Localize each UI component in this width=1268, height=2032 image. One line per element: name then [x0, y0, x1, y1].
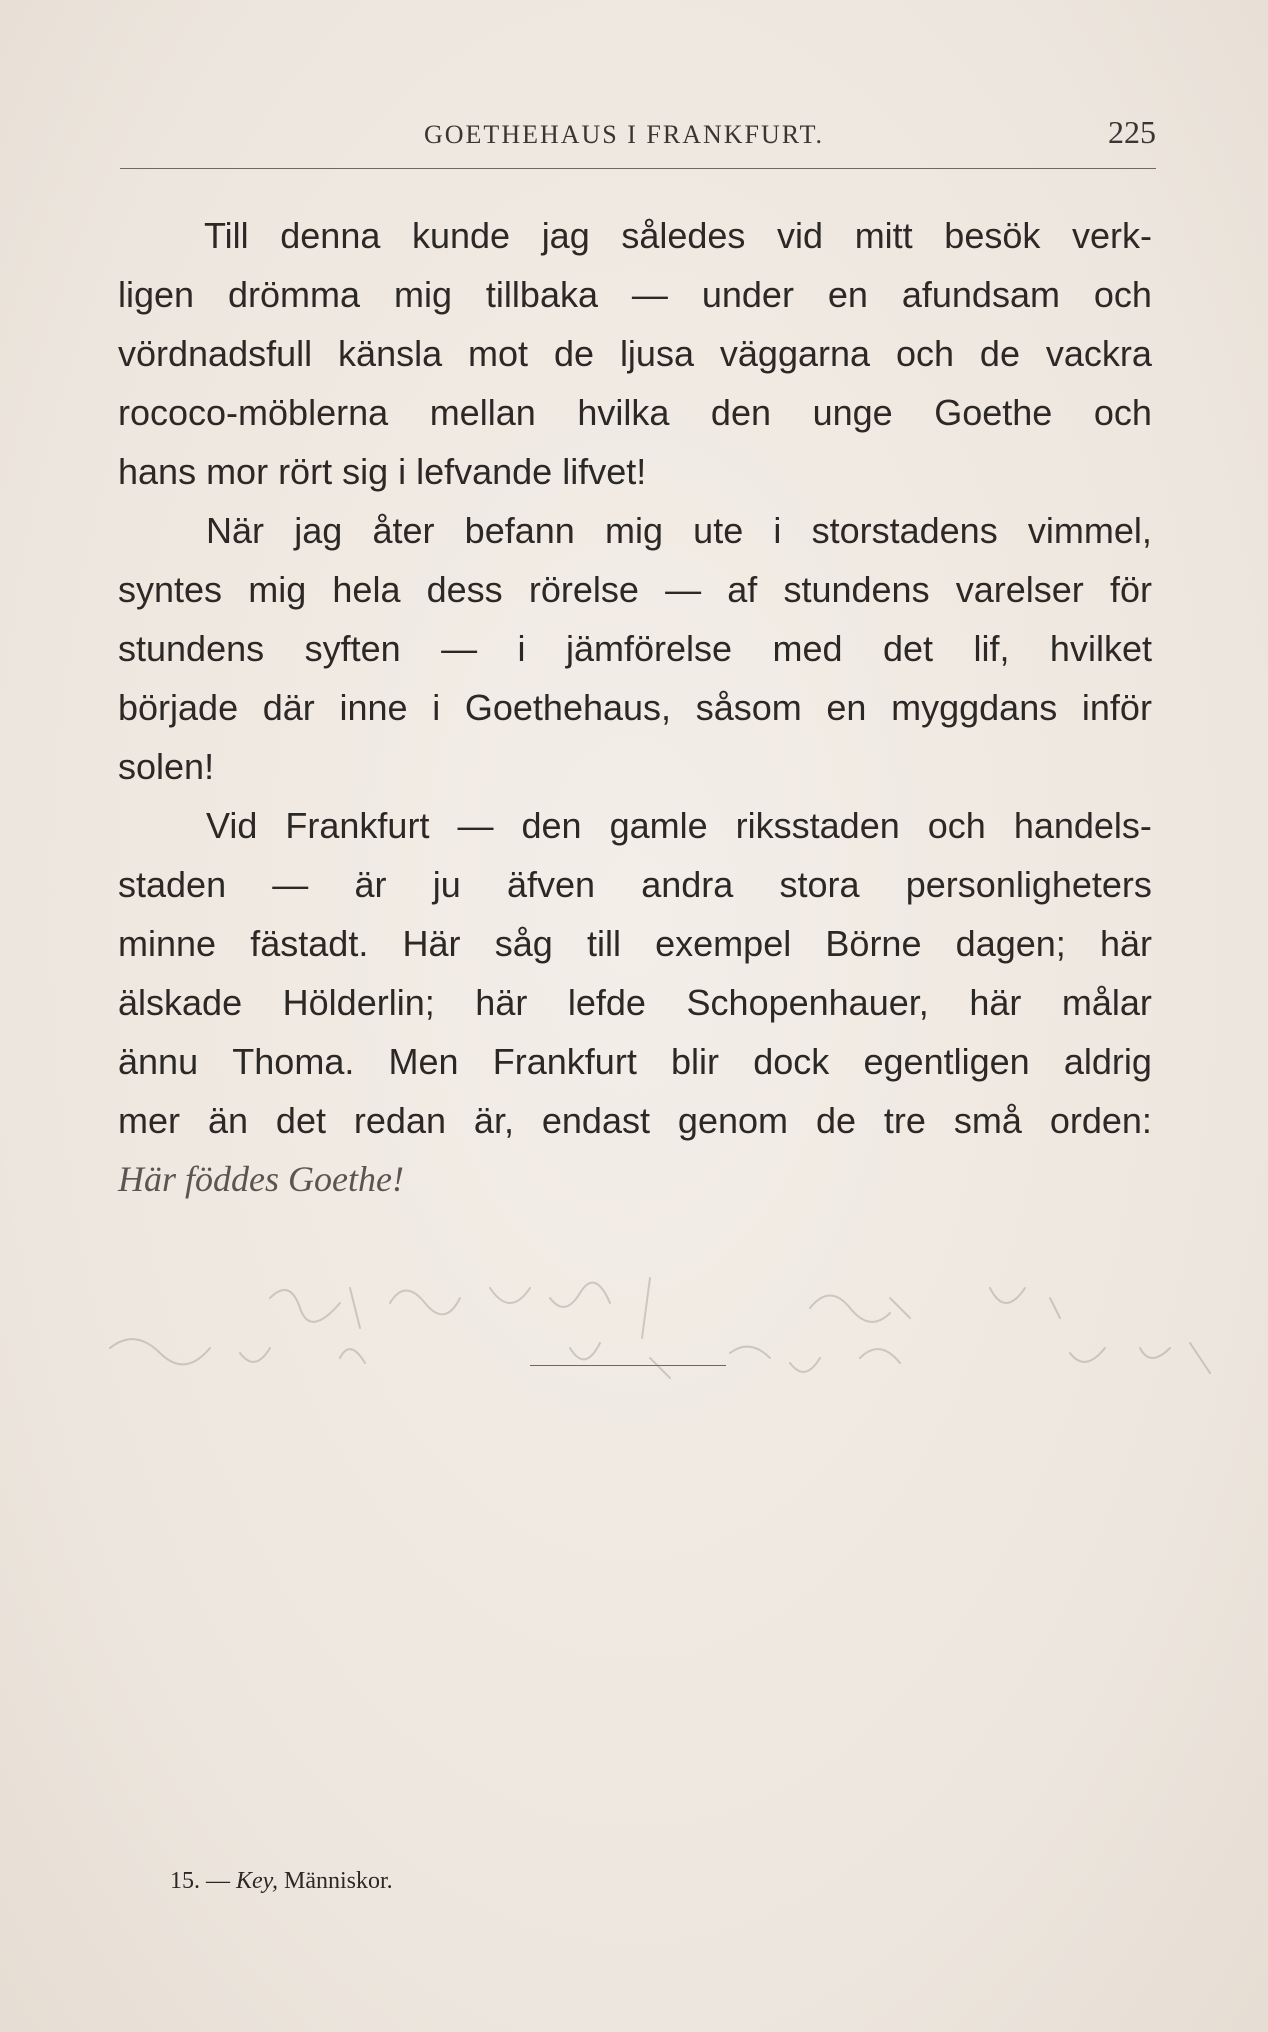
word: Goethe — [934, 392, 1053, 433]
word: ute — [693, 510, 744, 551]
word: vimmel, — [1027, 510, 1152, 551]
word: syntes — [118, 569, 223, 610]
word: här — [475, 982, 528, 1023]
body-text — [118, 206, 1152, 1209]
word: lif, — [973, 628, 1010, 669]
word: än — [207, 1100, 248, 1141]
word: hans mor rört sig i lefvande lifvet! — [118, 451, 647, 492]
pencil-marks — [90, 1268, 1250, 1428]
closing-phrase: Här föddes Goethe! — [118, 1159, 404, 1199]
word: den — [521, 805, 582, 846]
word: älskade — [118, 982, 243, 1023]
paragraphs — [118, 206, 1152, 1150]
text-line — [118, 973, 1152, 1032]
word: dagen; — [955, 923, 1066, 964]
word: mig — [393, 274, 452, 315]
word: besök — [944, 215, 1041, 256]
text-line — [118, 265, 1152, 324]
word: redan — [353, 1100, 446, 1141]
page-number: 225 — [1108, 114, 1156, 150]
word: ligen — [118, 274, 195, 315]
word: rörelse — [528, 569, 639, 610]
word: inne — [339, 687, 408, 728]
word: handels- — [1013, 805, 1152, 846]
word: hela — [332, 569, 401, 610]
word: personligheters — [905, 864, 1152, 905]
word: den — [710, 392, 771, 433]
word: varelser — [955, 569, 1084, 610]
word: mot — [468, 333, 529, 374]
word: solen! — [118, 746, 215, 787]
word: Schopenhauer, — [686, 982, 929, 1023]
word: en — [826, 687, 867, 728]
text-line — [118, 1032, 1152, 1091]
word: endast — [541, 1100, 650, 1141]
word: verk- — [1071, 215, 1152, 256]
word: och — [895, 333, 954, 374]
text-line — [118, 914, 1152, 973]
text-line — [118, 383, 1152, 442]
signature-dash: — — [206, 1868, 230, 1894]
word: — — [665, 569, 702, 610]
word: Frankfurt — [285, 805, 430, 846]
word: vördnadsfull — [118, 333, 313, 374]
word: vid — [777, 215, 824, 256]
word: Frankfurt — [492, 1041, 637, 1082]
word: en — [827, 274, 868, 315]
word: känsla — [338, 333, 443, 374]
word: egentligen — [863, 1041, 1030, 1082]
word: — — [457, 805, 494, 846]
word: jämförelse — [565, 628, 733, 669]
word: med — [772, 628, 843, 669]
word: mellan — [429, 392, 536, 433]
word: — — [272, 864, 309, 905]
text-line — [118, 1091, 1152, 1150]
word: de — [553, 333, 595, 374]
word: således — [621, 215, 746, 256]
word: för — [1109, 569, 1152, 610]
text-line — [118, 206, 1152, 265]
word: rococo-möblerna — [118, 392, 389, 433]
word: äfven — [506, 864, 596, 905]
word: Börne — [825, 923, 922, 964]
word: och — [1093, 274, 1152, 315]
word: gamle — [609, 805, 708, 846]
word: stundens — [783, 569, 930, 610]
word: dock — [753, 1041, 830, 1082]
word: under — [701, 274, 794, 315]
word: hvilket — [1049, 628, 1152, 669]
word: afundsam — [901, 274, 1060, 315]
text-line — [118, 855, 1152, 914]
word: det — [275, 1100, 326, 1141]
word: hvilka — [577, 392, 670, 433]
author-name: Key, — [236, 1868, 278, 1894]
text-line — [118, 796, 1152, 855]
text-line — [118, 619, 1152, 678]
word: drömma — [228, 274, 361, 315]
word: fästadt. — [250, 923, 369, 964]
word: tillbaka — [485, 274, 598, 315]
word: unge — [812, 392, 893, 433]
signature-number: 15. — [170, 1868, 200, 1894]
word: mer — [118, 1100, 180, 1141]
word: dess — [426, 569, 503, 610]
word: Hölderlin; — [282, 982, 435, 1023]
word: Thoma. — [232, 1041, 355, 1082]
word: mig — [604, 510, 663, 551]
word: kunde — [411, 215, 511, 256]
word: i — [773, 510, 782, 551]
word: till — [586, 923, 621, 964]
word: vackra — [1045, 333, 1152, 374]
word: såsom — [695, 687, 802, 728]
word: mitt — [854, 215, 913, 256]
word: ju — [432, 864, 461, 905]
word: af — [727, 569, 758, 610]
word: Till — [204, 215, 249, 256]
word: tre — [883, 1100, 926, 1141]
word: här — [1099, 923, 1152, 964]
text-line — [118, 560, 1152, 619]
word: syften — [304, 628, 401, 669]
word: målar — [1061, 982, 1152, 1023]
word: såg — [494, 923, 553, 964]
word: inför — [1081, 687, 1152, 728]
running-head — [0, 114, 1268, 154]
word: stundens — [118, 628, 265, 669]
word: här — [969, 982, 1022, 1023]
end-rule — [530, 1365, 726, 1366]
word: Goethehaus, — [464, 687, 672, 728]
word: är, — [473, 1100, 514, 1141]
word: där — [262, 687, 315, 728]
word: — — [441, 628, 478, 669]
word: lefde — [567, 982, 646, 1023]
word: i — [517, 628, 526, 669]
word: aldrig — [1063, 1041, 1152, 1082]
word: de — [815, 1100, 856, 1141]
word: exempel — [655, 923, 792, 964]
word: orden: — [1049, 1100, 1152, 1141]
word: ljusa — [619, 333, 694, 374]
text-line — [118, 737, 1152, 796]
word: det — [882, 628, 934, 669]
word: andra — [641, 864, 734, 905]
text-line — [118, 442, 1152, 501]
header-rule — [120, 168, 1156, 169]
word: små — [953, 1100, 1022, 1141]
word: jag — [541, 215, 590, 256]
word: började — [118, 687, 239, 728]
word: väggarna — [719, 333, 871, 374]
word: i — [432, 687, 441, 728]
word: befann — [464, 510, 575, 551]
word: minne — [118, 923, 217, 964]
word: blir — [671, 1041, 720, 1082]
book-title: Människor. — [284, 1868, 393, 1894]
text-line — [118, 678, 1152, 737]
word: och — [1093, 392, 1152, 433]
word: storstadens — [811, 510, 998, 551]
word: — — [631, 274, 668, 315]
word: Vid — [206, 805, 258, 846]
word: Men — [388, 1041, 459, 1082]
signature-line — [170, 1868, 393, 1895]
word: ännu — [118, 1041, 199, 1082]
word: staden — [118, 864, 227, 905]
word: är — [354, 864, 387, 905]
word: genom — [677, 1100, 788, 1141]
word: Här — [402, 923, 461, 964]
text-line — [118, 324, 1152, 383]
word: denna — [280, 215, 381, 256]
word: myggdans — [891, 687, 1058, 728]
word: de — [979, 333, 1020, 374]
word: stora — [779, 864, 860, 905]
running-head-title: GOETHEHAUS I FRANKFURT. — [424, 120, 825, 149]
word: åter — [372, 510, 435, 551]
word: jag — [294, 510, 343, 551]
closing-line — [118, 1150, 1152, 1209]
text-line — [118, 501, 1152, 560]
word: riksstaden — [735, 805, 900, 846]
word: och — [927, 805, 986, 846]
word: mig — [248, 569, 307, 610]
word: När — [206, 510, 265, 551]
